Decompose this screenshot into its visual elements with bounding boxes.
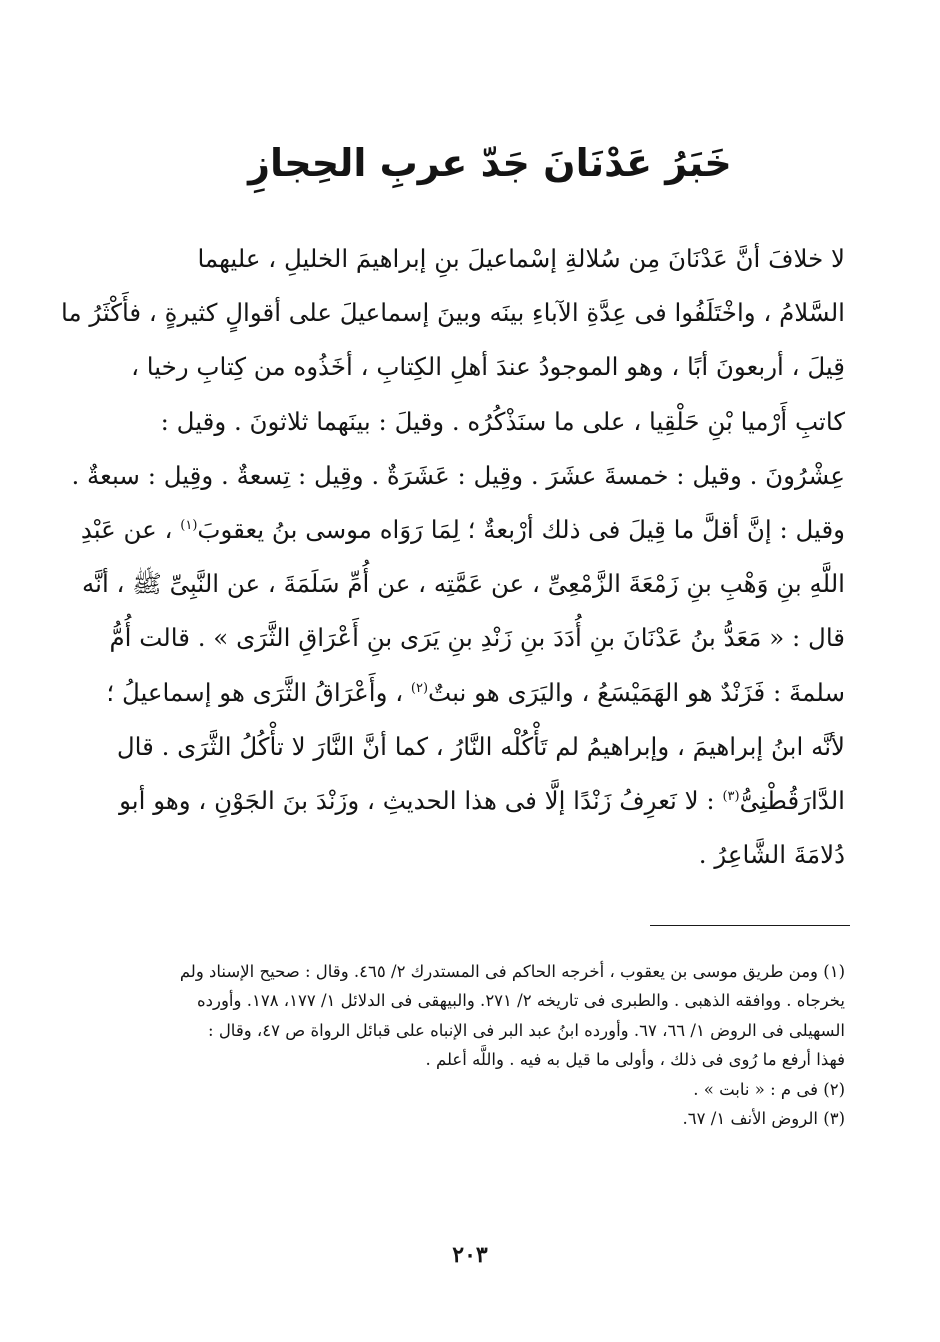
footnote-reference-2[interactable]: (٢) [410, 680, 429, 696]
footnote-line: (١) ومن طريق موسى بن يعقوب ، أخرجه الحاكم فى المستدرك ٢/ ٤٦٥. وقال : صحيح الإسناد ولم [179, 962, 845, 981]
footnote-line: السهيلى فى الروض ١/ ٦٦، ٦٧. وأورده ابنُ عبد البر فى الإنباه على قبائل الرواة ص ٤٧، وقال : [208, 1020, 845, 1040]
body-line: دُلامَةَ الشَّاعِرُ . [698, 840, 845, 870]
footnote-reference-1[interactable]: (١) [180, 517, 198, 533]
footnote-reference-3[interactable]: (٣) [722, 788, 740, 804]
body-paragraph [61, 232, 845, 882]
body-line-text: ، عن عَبْدِ [80, 515, 173, 545]
body-line-text: ، وأَعْرَاقُ الثَّرَى هو إسماعيلُ ؛ [106, 677, 404, 707]
chapter-title: خَبَرُ عَدْنَانَ جَدّ عربِ الحِجازِ [248, 141, 732, 185]
footnote-line: (٢) فى م : « نابت » . [693, 1079, 845, 1099]
footnotes [140, 957, 845, 1133]
page-number: ٢٠٣ [452, 1242, 488, 1268]
body-line: كاتبِ أَرْميا بْنِ حَلْقِيا ، على ما سنَذْكُرُه . وقيلَ : بينَهما ثلاثونَ . وقيل : [160, 406, 845, 436]
body-line-text: الدَّارَقُطْنِىُّ [739, 786, 845, 816]
body-line: عِشْرُونَ . وقيل : خمسةَ عشَرَ . وقِيل : عَشَرَةٌ . وقِيل : تِسعةٌ . وقِيل : سبعةٌ . [71, 460, 845, 490]
footnote-separator [650, 925, 850, 926]
body-line: لا خلافَ أنَّ عَدْنَانَ مِن سُلالةِ إسْماعيلَ بنِ إبراهيمَ الخليلِ ، عليهما [197, 244, 845, 273]
body-line: اللَّهِ بنِ وَهْبِ بنِ زَمْعَةَ الزَّمْعِىِّ ، عن عَمَّتِه ، عن أُمِّ سَلَمَةَ ، عن النَّبِىِّ ﷺ ، أنَّه [81, 569, 845, 599]
body-line [119, 774, 845, 828]
body-line: قال : « مَعَدُّ بنُ عَدْنَانَ بنِ أُدَدَ بنِ زَنْدِ بنِ يَرَى بنِ أَعْرَاقِ الثَّرَى » . قالت أُمُّ [109, 623, 845, 653]
body-line [80, 503, 845, 557]
footnote-line: فهذا أرفع ما رُوى فى ذلك ، وأولى ما قيل به فيه . واللَّه أعلم . [425, 1050, 845, 1070]
body-line: قِيلَ ، أربعونَ أبًا ، وهو الموجودُ عندَ أهلِ الكِتابِ ، أخَذُوه من كِتابِ رخيا ، [131, 352, 845, 382]
footnote-line: (٣) الروض الأنف ١/ ٦٧. [682, 1109, 845, 1129]
footnote-line: يخرجاه . ووافقه الذهبى . والطبرى فى تاريخه ٢/ ٢٧١. والبيهقى فى الدلائل ١/ ١٧٧، ١٧٨. وأورده [196, 991, 845, 1011]
body-line-text: وقيل : إنَّ أقلَّ ما قِيلَ فى ذلك أرْبعةٌ ؛ لِمَا رَوَاه موسى بنُ يعقوبَ [197, 515, 845, 545]
body-line-text: سلمةَ : فَزَنْدٌ هو الهَمَيْسَعُ ، واليَرَى هو نبتٌ [428, 677, 845, 707]
body-line [106, 666, 845, 720]
body-line: السَّلامُ ، واخْتَلَفُوا فى عِدَّةِ الآباءِ بينَه وبينَ إسماعيلَ على أقوالٍ كثيرةٍ ، فأَكْثَرُ ما [61, 298, 845, 328]
body-line-text: : لا نَعرِفُ زَنْدًا إلَّا فى هذا الحديثِ ، وزَنْدَ بنَ الجَوْنِ ، وهو أبو [119, 786, 715, 816]
body-line: لأنَّه ابنُ إبراهيمَ ، وإبراهيمُ لم تَأْكُلْه النَّارُ ، كما أنَّ النَّارَ لا تأْكُلُ الثَّرَى . قال [116, 731, 845, 761]
